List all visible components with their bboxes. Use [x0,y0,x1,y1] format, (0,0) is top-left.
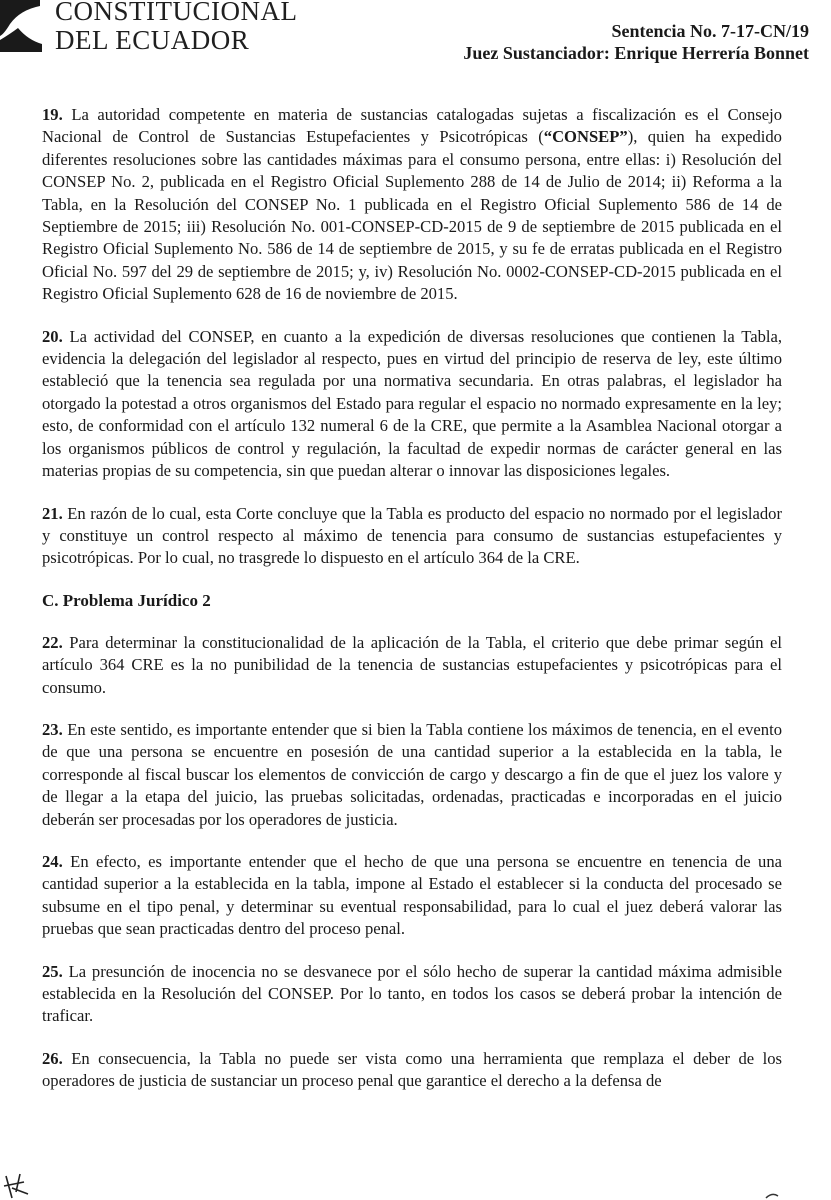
court-name [55,0,298,55]
paragraph-text-continued: ), quien ha expedido diferentes resoluciones sobre las cantidades máximas para el consumo persona, entre ellas: i) Resolución del CONSEP No. 2, publicada en el Registro Oficial Suplemento 288 de 14 de Julio de 2014; ii) Reforma a la Tabla, en la Resolución del CONSEP No. 1 publicada en el Registro Oficial Suplemento 586 de 14 de Septiembre de 2015; iii) Resolución No. 001-CONSEP-CD-2015 de 9 de septiembre de 2015 publicada en el Registro Oficial Suplemento No. 586 de 14 de septiembre de 2015, y su fe de erratas publicada en el Registro Oficial No. 597 del 29 de septiembre de 2015; y, iv) Resolución No. 0002-CONSEP-CD-2015 publicada en el Registro Oficial Suplemento 628 de 16 de noviembre de 2015. [42,127,782,304]
paragraph-number: 24. [42,851,63,871]
paragraph-bold-term: “CONSEP” [543,127,628,147]
paragraph-text: En razón de lo cual, esta Corte concluye que la Tabla es producto del espacio no normado por el legislador y constituye un control respecto al máximo de tenencia para consumo de sustancias estupefacientes y psicotrópicas. Por lo cual, no trasgrede lo dispuesto en el artículo 364 de la CRE. [42,503,782,568]
paragraph-number: 19. [42,105,63,124]
paragraph-text: En efecto, es importante entender que el hecho de que una persona se encuentre en tenencia de una cantidad superior a la establecida en la tabla, impone al Estado el establecer si la conducta del procesado se subsume en el tipo penal, y determinar su eventual responsabilidad, para lo cual el juez deberá valorar las pruebas que sean practicadas dentro del proceso penal. [42,851,782,939]
document-body [42,104,782,1113]
section-heading: C. Problema Jurídico 2 [42,590,211,610]
paragraph-25 [42,961,782,1028]
paragraph-number: 22. [42,632,63,652]
paragraph-20 [42,326,782,483]
paragraph-number: 25. [42,961,63,981]
court-name-line1: CONSTITUCIONAL [55,0,298,26]
paragraph-24 [42,851,782,941]
paragraph-21 [42,503,782,570]
paragraph-19 [42,104,782,306]
paragraph-number: 20. [42,326,63,346]
paragraph-22 [42,632,782,699]
court-logo-icon [0,0,52,52]
paragraph-text: En este sentido, es importante entender que si bien la Tabla contiene los máximos de tenencia, en el evento de que una persona se encuentre en posesión de una cantidad superior a la establecida en la tabla, le corresponde al fiscal buscar los elementos de convicción de cargo y descargo a fin de que el juez los valore y de llegar a la etapa del juicio, las pruebas solicitadas, ordenadas, practicadas e incorporadas en el juicio deberán ser procesadas por los operadores de justicia. [42,719,782,829]
paragraph-text: En consecuencia, la Tabla no puede ser vista como una herramienta que remplaza el deber de los operadores de justicia de sustanciar un proceso penal que garantice el derecho a la defensa de [42,1048,782,1091]
page-number-mark-icon [763,1186,781,1200]
paragraph-26 [42,1048,782,1093]
case-info [463,20,809,64]
signature-mark-icon [2,1168,42,1200]
paragraph-23 [42,719,782,831]
paragraph-number: 21. [42,503,63,523]
paragraph-text: La actividad del CONSEP, en cuanto a la expedición de diversas resoluciones que contienen la Tabla, evidencia la delegación del legislador al respecto, pues en virtud del principio de reserva de ley, este último estableció que la tenencia sea regulada por una normativa secundaria. En otras palabras, el legislador ha otorgado la potestad a otros organismos del Estado para regular el espacio no normado expresamente en la ley; esto, de conformidad con el artículo 132 numeral 6 de la CRE, que permite a la Asamblea Nacional otorgar a los organismos públicos de control y regulación, la facultad de expedir normas de carácter general en las materias propias de su competencia, sin que puedan alterar o innovar las disposiciones legales. [42,326,782,481]
paragraph-number: 26. [42,1048,63,1068]
paragraph-text: La autoridad competente en materia de sustancias catalogadas sujetas a fiscalización es el Consejo Nacional de Control de Sustancias Estupefacientes y Psicotrópicas ( [42,105,782,147]
court-name-line2: DEL ECUADOR [55,25,250,55]
paragraph-number: 23. [42,719,63,739]
document-header [0,0,831,80]
sentence-number: Sentencia No. 7-17-CN/19 [611,21,809,41]
judge-name: Juez Sustanciador: Enrique Herrería Bonnet [463,43,809,63]
paragraph-text: Para determinar la constitucionalidad de la aplicación de la Tabla, el criterio que debe primar según el artículo 364 CRE es la no punibilidad de la tenencia de sustancias estupefacientes y psicotrópicas para el consumo. [42,632,782,697]
paragraph-text: La presunción de inocencia no se desvanece por el sólo hecho de superar la cantidad máxima admisible establecida en la Resolución del CONSEP. Por lo tanto, en todos los casos se deberá probar la intención de traficar. [42,961,782,1026]
